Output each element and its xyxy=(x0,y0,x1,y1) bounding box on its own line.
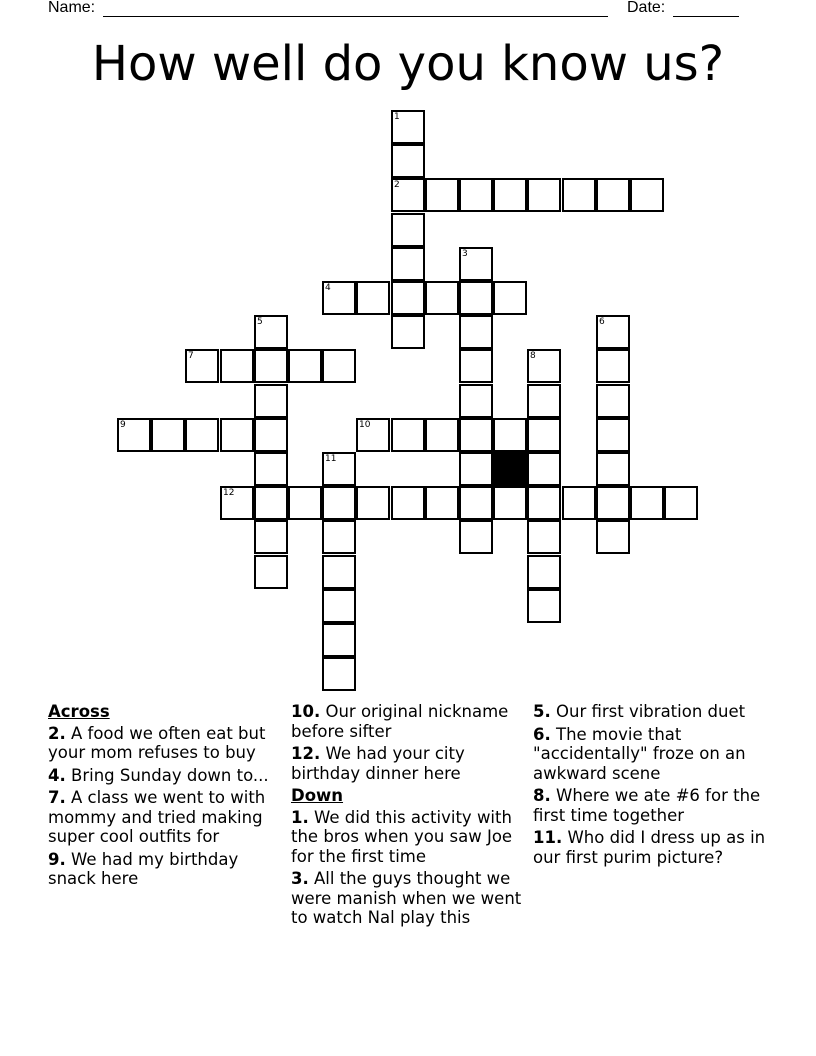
grid-cell[interactable] xyxy=(254,384,288,418)
date-label: Date: xyxy=(627,0,666,16)
clue-number-label: 6 xyxy=(599,317,605,327)
grid-cell[interactable] xyxy=(322,623,356,657)
grid-cell[interactable] xyxy=(254,452,288,486)
clue-down-3 xyxy=(291,869,523,928)
grid-cell[interactable] xyxy=(185,349,219,383)
grid-cell[interactable] xyxy=(391,281,425,315)
clue-down-5 xyxy=(533,702,773,722)
clue-number: 10. xyxy=(291,702,321,721)
clues-column-3 xyxy=(533,702,773,870)
clue-number: 1. xyxy=(291,807,309,827)
grid-cell[interactable] xyxy=(254,418,288,452)
grid-cell[interactable] xyxy=(254,520,288,554)
grid-cell[interactable] xyxy=(288,486,322,520)
clue-number: 12. xyxy=(291,744,321,763)
grid-cell[interactable] xyxy=(391,144,425,178)
clue-down-6 xyxy=(533,725,773,784)
clue-number-label: 12 xyxy=(223,488,235,498)
grid-cell[interactable] xyxy=(391,418,425,452)
grid-cell[interactable] xyxy=(322,555,356,589)
grid-cell[interactable] xyxy=(596,315,630,349)
grid-cell[interactable] xyxy=(459,281,493,315)
clue-number-label: 3 xyxy=(462,249,468,259)
clues-column-2 xyxy=(291,702,523,931)
grid-cell[interactable] xyxy=(117,418,151,452)
clue-text: We did this activity with the bros when you saw Joe for the first time xyxy=(291,807,513,866)
grid-cell[interactable] xyxy=(425,178,459,212)
grid-cell[interactable] xyxy=(562,486,596,520)
clues-column-1 xyxy=(48,702,280,892)
grid-cell[interactable] xyxy=(220,418,254,452)
grid-cell[interactable] xyxy=(527,452,561,486)
grid-cell[interactable] xyxy=(527,349,561,383)
grid-cell[interactable] xyxy=(527,486,561,520)
grid-cell[interactable] xyxy=(596,384,630,418)
clue-down-8 xyxy=(533,786,773,825)
grid-cell[interactable] xyxy=(322,349,356,383)
clue-number-label: 7 xyxy=(188,351,194,361)
clue-text: Our first vibration duet xyxy=(556,702,746,721)
grid-cell[interactable] xyxy=(288,349,322,383)
clue-text: Bring Sunday down to... xyxy=(71,765,269,785)
clue-number-label: 8 xyxy=(530,351,536,361)
clue-text: Where we ate #6 for the first time together xyxy=(533,786,761,825)
grid-cell[interactable] xyxy=(630,178,664,212)
grid-cell[interactable] xyxy=(356,486,390,520)
grid-cell[interactable] xyxy=(596,349,630,383)
grid-cell[interactable] xyxy=(459,418,493,452)
down-heading: Down xyxy=(291,786,344,805)
grid-cell[interactable] xyxy=(391,213,425,247)
grid-cell[interactable] xyxy=(254,486,288,520)
clue-text: A class we went to with mommy and tried making super cool outfits for xyxy=(48,788,266,846)
grid-cell[interactable] xyxy=(425,418,459,452)
clue-number: 8. xyxy=(533,786,551,805)
clue-number: 7. xyxy=(48,788,66,807)
grid-cell[interactable] xyxy=(356,281,390,315)
grid-cell[interactable] xyxy=(527,178,561,212)
grid-cell[interactable] xyxy=(254,315,288,349)
grid-cell[interactable] xyxy=(322,589,356,623)
grid-cell[interactable] xyxy=(185,418,219,452)
grid-cell[interactable] xyxy=(322,281,356,315)
clue-number: 5. xyxy=(533,702,551,721)
grid-cell[interactable] xyxy=(151,418,185,452)
grid-cell[interactable] xyxy=(391,247,425,281)
clue-down-11 xyxy=(533,828,773,867)
clue-number: 4. xyxy=(48,765,66,785)
grid-cell[interactable] xyxy=(596,486,630,520)
clue-number-label: 4 xyxy=(325,283,331,293)
grid-cell[interactable] xyxy=(459,178,493,212)
grid-cell[interactable] xyxy=(254,555,288,589)
grid-cell[interactable] xyxy=(391,486,425,520)
clue-across-7 xyxy=(48,788,280,847)
grid-cell[interactable] xyxy=(254,349,288,383)
clue-down-1 xyxy=(291,808,523,867)
clue-number-label: 2 xyxy=(394,180,400,190)
grid-cell[interactable] xyxy=(527,589,561,623)
clue-text: The movie that "accidentally" froze on an awkward scene xyxy=(533,724,746,783)
grid-cell[interactable] xyxy=(322,520,356,554)
grid-cell[interactable] xyxy=(493,178,527,212)
grid-cell[interactable] xyxy=(391,178,425,212)
clue-text: We had your city birthday dinner here xyxy=(291,744,465,783)
clue-number: 9. xyxy=(48,849,66,869)
clue-number-label: 10 xyxy=(359,420,371,430)
grid-cell[interactable] xyxy=(220,349,254,383)
clue-number: 6. xyxy=(533,724,551,744)
across-heading: Across xyxy=(48,702,110,721)
grid-cell[interactable] xyxy=(596,178,630,212)
grid-cell[interactable] xyxy=(220,486,254,520)
grid-cell[interactable] xyxy=(356,418,390,452)
clue-text: Our original nickname before sifter xyxy=(291,702,509,741)
name-label: Name: xyxy=(48,0,96,16)
grid-cell[interactable] xyxy=(596,418,630,452)
grid-cell[interactable] xyxy=(459,520,493,554)
grid-cell[interactable] xyxy=(493,486,527,520)
grid-cell[interactable] xyxy=(664,486,698,520)
grid-cell[interactable] xyxy=(527,418,561,452)
clue-number-label: 9 xyxy=(120,420,126,430)
grid-cell[interactable] xyxy=(459,349,493,383)
grid-cell[interactable] xyxy=(527,384,561,418)
grid-cell[interactable] xyxy=(527,555,561,589)
clue-across-4 xyxy=(48,766,280,786)
page-title: How well do you know us? xyxy=(91,36,725,92)
clue-across-9 xyxy=(48,850,280,889)
grid-cell[interactable] xyxy=(493,281,527,315)
grid-cell[interactable] xyxy=(425,486,459,520)
clue-number-label: 1 xyxy=(394,112,400,122)
grid-cell[interactable] xyxy=(562,178,596,212)
clue-number: 2. xyxy=(48,723,66,743)
grid-cell[interactable] xyxy=(322,657,356,691)
blocked-cell xyxy=(493,452,527,486)
clue-text: Who did I dress up as in our first purim picture? xyxy=(533,828,766,867)
grid-cell[interactable] xyxy=(322,452,356,486)
clue-number: 3. xyxy=(291,869,309,888)
grid-cell[interactable] xyxy=(630,486,664,520)
clue-across-12 xyxy=(291,744,523,783)
grid-cell[interactable] xyxy=(459,486,493,520)
clue-number-label: 11 xyxy=(325,454,337,464)
grid-cell[interactable] xyxy=(459,384,493,418)
clue-text: All the guys thought we were manish when we went to watch Nal play this xyxy=(291,869,522,927)
grid-cell[interactable] xyxy=(391,110,425,144)
grid-cell[interactable] xyxy=(493,418,527,452)
grid-cell[interactable] xyxy=(459,315,493,349)
grid-cell[interactable] xyxy=(459,247,493,281)
clue-number-label: 5 xyxy=(257,317,263,327)
clue-across-2 xyxy=(48,724,280,763)
clue-text: A food we often eat but your mom refuses to buy xyxy=(48,723,266,762)
grid-cell[interactable] xyxy=(596,520,630,554)
clue-text: We had my birthday snack here xyxy=(48,849,239,888)
grid-cell[interactable] xyxy=(596,452,630,486)
grid-cell[interactable] xyxy=(459,452,493,486)
grid-cell[interactable] xyxy=(425,281,459,315)
clue-across-10 xyxy=(291,702,523,741)
grid-cell[interactable] xyxy=(322,486,356,520)
grid-cell[interactable] xyxy=(527,520,561,554)
clue-number: 11. xyxy=(533,828,563,847)
grid-cell[interactable] xyxy=(391,315,425,349)
